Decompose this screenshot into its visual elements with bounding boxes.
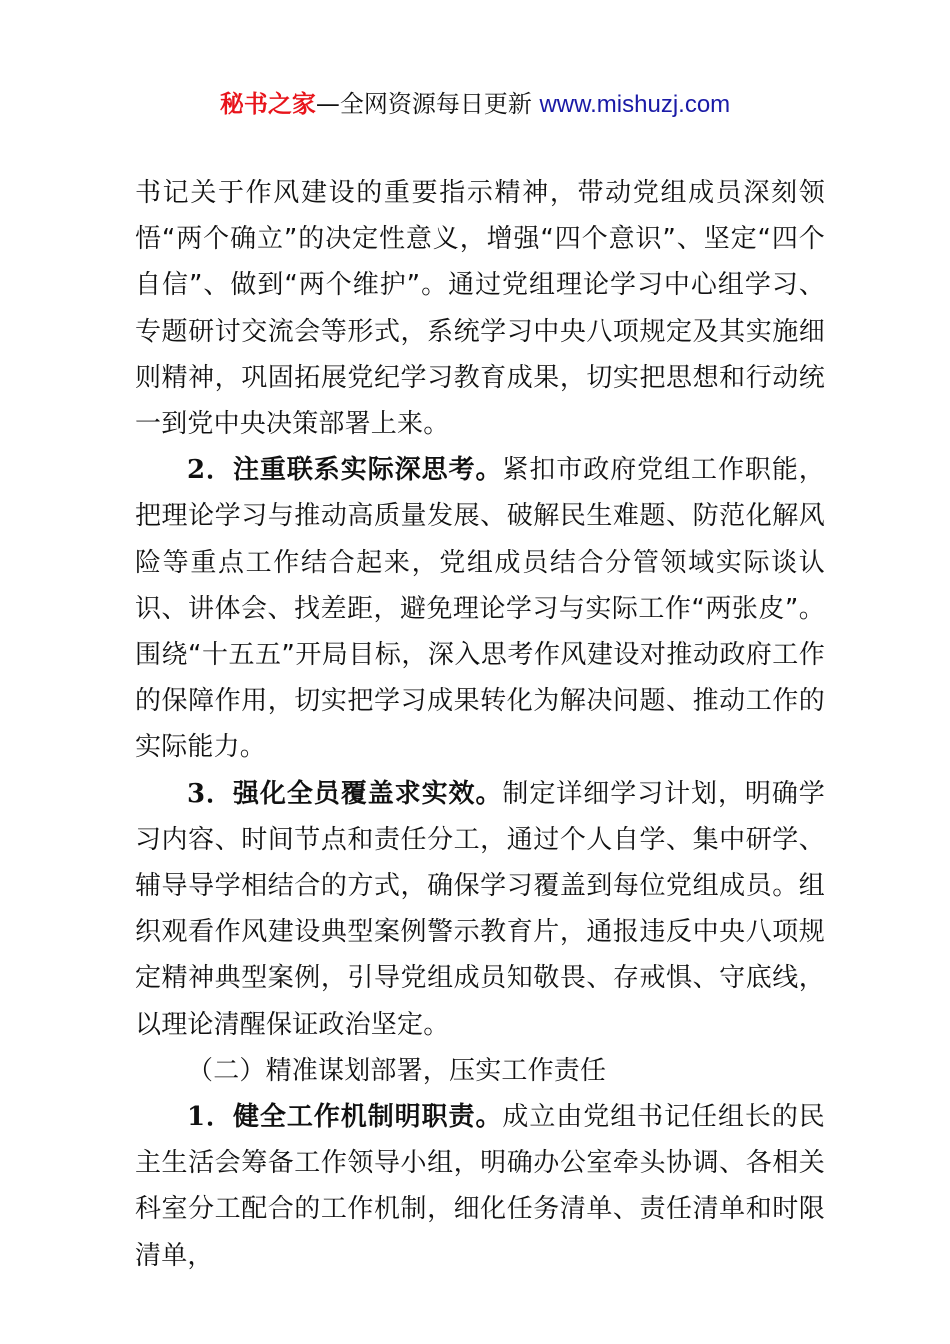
section-heading xyxy=(135,1048,825,1094)
site-header xyxy=(0,86,950,123)
item-heading: 健全工作机制明职责。 xyxy=(232,1102,503,1133)
item-heading: 注重联系实际深思考。 xyxy=(232,455,503,486)
header-tagline: —全网资源每日更新 xyxy=(315,90,540,118)
paragraph-text: 紧扣市政府党组工作职能，把理论学习与推动高质量发展、破解民生难题、防范化解风险等重点工作结合起来，党组成员结合分管领域实际谈认识、讲体会、找差距，避免理论学习与实际工作“两张皮”。围绕“十五五”开局目标，深入思考作风建设对推动政府工作的保障作用，切实把学习成果转化为解决问题、推动工作的实际能力。 xyxy=(135,455,825,763)
paragraph-continuation xyxy=(135,170,825,447)
paragraph-item-3 xyxy=(135,771,825,1048)
item-number: 1． xyxy=(187,1102,233,1133)
section-heading-text: （二）精准谋划部署，压实工作责任 xyxy=(187,1055,607,1086)
paragraph-item-1 xyxy=(135,1094,825,1279)
item-number: 2． xyxy=(187,455,233,486)
document-body xyxy=(135,170,825,1279)
paragraph-text: 书记关于作风建设的重要指示精神，带动党组成员深刻领悟“两个确立”的决定性意义，增强“四个意识”、坚定“四个自信”、做到“两个维护”。通过党组理论学习中心组学习、专题研讨交流会等形式，系统学习中央八项规定及其实施细则精神，巩固拓展党纪学习教育成果，切实把思想和行动统一到党中央决策部署上来。 xyxy=(135,178,825,440)
brand-name: 秘书之家 xyxy=(219,90,316,118)
paragraph-text: 成立由党组书记任组长的民主生活会筹备工作领导小组，明确办公室牵头协调、各相关科室分工配合的工作机制，细化任务清单、责任清单和时限清单， xyxy=(135,1102,825,1271)
paragraph-text: 制定详细学习计划，明确学习内容、时间节点和责任分工，通过个人自学、集中研学、辅导导学相结合的方式，确保学习覆盖到每位党组成员。组织观看作风建设典型案例警示教育片，通报违反中央八项规定精神典型案例，引导党组成员知敬畏、存戒惧、守底线，以理论清醒保证政治坚定。 xyxy=(135,778,825,1040)
item-heading: 强化全员覆盖求实效。 xyxy=(232,778,503,809)
item-number: 3． xyxy=(187,778,233,809)
paragraph-item-2 xyxy=(135,447,825,770)
site-url-link[interactable]: www.mishuzj.com xyxy=(539,91,731,118)
